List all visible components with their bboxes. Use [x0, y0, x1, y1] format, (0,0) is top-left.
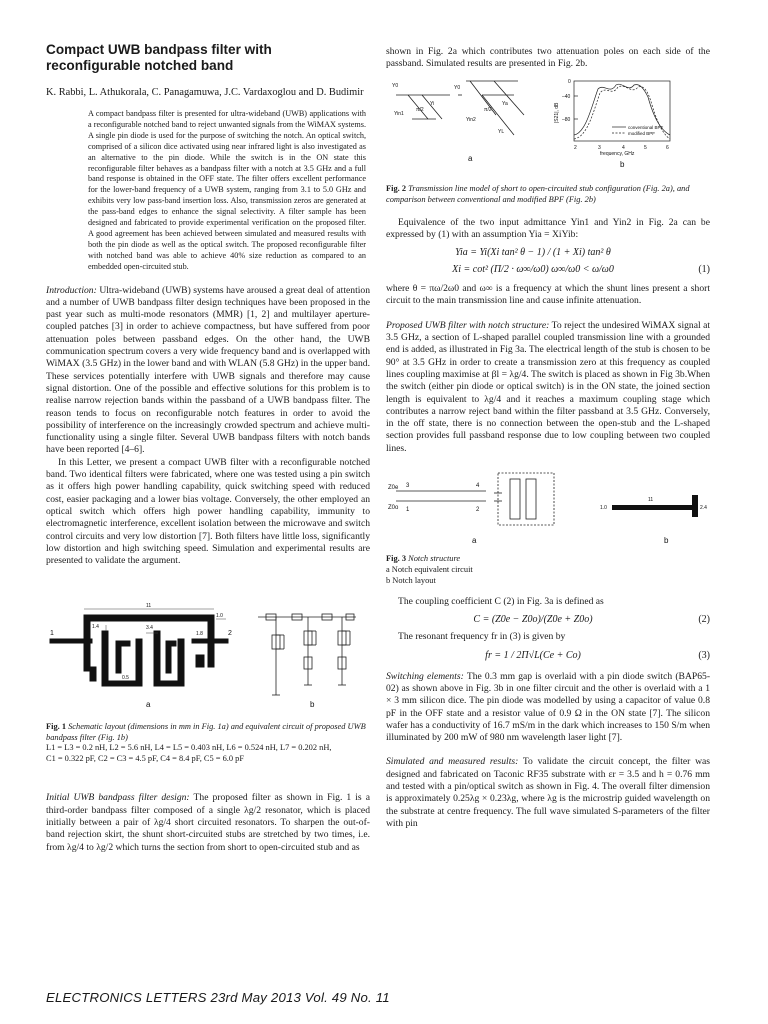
- fig3-z0o: Z0o: [388, 505, 399, 512]
- fig2-xtick-6: 6: [666, 144, 669, 151]
- fig3-node-1: 1: [406, 507, 410, 514]
- journal-footer: ELECTRONICS LETTERS 23rd May 2013 Vol. 49 No. 11: [46, 990, 390, 1005]
- fig2-xtick-4: 4: [622, 144, 625, 151]
- equation-1-line-1: Yia = Yi(Xi tan² θ − 1) / (1 + Xi) tan² θ: [455, 247, 611, 259]
- fig3-dim-left: 1.0: [600, 505, 607, 512]
- fig2-label-b: b: [620, 159, 625, 169]
- fig2-yi: Yi: [430, 100, 435, 107]
- equation-3-body: fr = 1 / 2Π√L(Ce + Co): [485, 649, 581, 661]
- fig2-yin2: Yin2: [466, 116, 476, 123]
- fig1-dim-top: 11: [146, 603, 152, 610]
- abstract: A compact bandpass filter is presented for ultra-wideband (UWB) applications with a reconfigurable notched band to reject unwanted signals from the WiMAX systems. A single pin diode is used for the purpose of switching the notch. An optical switch, comprised of a silicon dice activated using near infrared light is also investigated as an alternative to the pin diode. While the switch is in the ON state this reconfigurable filter behaves as a bandpass filter with a notch at 3.5 GHz and a full band response is obtained in the OFF state. The filter offers excellent performance for the lower-band frequency of a UWB system, ranging from 3.1 to 5.0 GHz and exhibits very low pass-band insertion loss. Also, transmission zeros are generated at the pass-band edges to enhance the signal selectivity. A filter sample has been designed and fabricated to provide experimental verification on the proposed filter. A good agreement has been achieved between simulated and measured results with both the pin diode as well as the optical switch. The proposed reconfigurable filter with notched band was able to achieve 40% size reduction as compared to an embedded open-circuited stub.: [88, 109, 366, 271]
- fig2-y0-b: Y0: [454, 84, 461, 91]
- equation-2-number: (2): [698, 614, 710, 626]
- fig2-y0-a: Y0: [392, 82, 399, 89]
- simulated-text: To validate the circuit concept, the filter was designed and fabricated on Taconic RF35 substrate with εr = 3.5 and h = 0.76 mm and tested with a pin/optical switch as shown in Fig. 4. The overall filter dimension is approximately 0.25λg × 0.23λg, where λg is the microstrip guided wavelength on the substrate at centre frequency. The full wave simulated S-parameters of the filter with pin: [386, 756, 710, 829]
- fig1-values-1: L1 = L3 = 0.2 nH, L2 = 5.6 nH, L4 = L5 = 0.403 nH, L6 = 0.524 nH, L7 = 0.202 nH,: [46, 743, 332, 753]
- article-title: Compact UWB bandpass filter with reconfigurable notched band: [46, 42, 272, 73]
- figure-3-caption: [386, 553, 710, 564]
- figure-3-diagram: [386, 465, 710, 547]
- fig3-sub-b: b Notch layout: [386, 576, 436, 586]
- fig1-dim-10: 1.0: [216, 613, 223, 620]
- fig2-ytick-0: 0: [568, 78, 571, 85]
- figure-2: [386, 75, 710, 175]
- fig3-sub-a: a Notch equivalent circuit: [386, 565, 473, 575]
- intro-text: Ultra-wideband (UWB) systems have aroused a great deal of attention and a number of UWB bandpass filter design techniques have been proposed in the past year such as multi-mode resonators (MMR) [1, 2] and multilayer aperture-coupled patches [3] in order to achieve compactness, but have suffered from poor attenuation poles between passband edges. On the other hand, the UWB communication spectrum covers a very wide frequency band and is overlapped with WiMAX (3.5 GHz) in the lower band and with WLAN (5.8 GHz) in the upper band. These services potentially interfere with UWB signals and therefore may cause signal distortion. One of the possible and effective solutions for this problem is to realise narrow rejection bands within the passband of a UWB bandpass filter. The reason tends to focus on reconfigurable notch features in order to avoid the possibility of interference on the increasingly crowded spectrum and achieve multi-functionality using a single filter. Several UWB bandpass filters with notch bands have been reported [4–6].: [46, 284, 370, 456]
- fig2-ytick-40: –40: [562, 93, 571, 100]
- fig1-dim-34: 3.4: [146, 625, 153, 632]
- figure-1-layout: [46, 595, 370, 713]
- equation-1-number: (1): [698, 264, 710, 276]
- equivalence-after: where θ = πω/2ω0 and ω∞ is a frequency at which the shunt lines present a short circuit to the main transmission line and cause infinite attenuation.: [386, 283, 710, 307]
- fig2-xtick-3: 3: [598, 144, 601, 151]
- notch-text: To reject the undesired WiMAX signal at 3.5 GHz, a section of L-shaped parallel coupled transmission line with a grounded end is added, as illustrated in Fig 3a. The electrical length of the stub is chosen to be 90° at 3.5 GHz in order to create a transmission zero at this frequency as coupled lines coupling maximise at βl = λg/4. The switch is placed as shown in Fig 3b.When the switch (either pin diode or optical switch) is in the ON state, the joined section length is equivalent to λg/4 and it reaches a maximum coupling stage which contributes a narrow reject band within the filter passband at 3.5 GHz. Conversely, in the off state, there is no connection between the open-stub and the L-shaped section provides full passband response due to low coupling between two coupled lines.: [386, 319, 710, 454]
- fig2-legend-modified: modified BPF: [628, 130, 656, 136]
- fig2-yin1: Yin1: [394, 110, 404, 117]
- initial-text: The proposed filter as shown in Fig. 1 is a third-order bandpass filter composed of a single λg/2 resonator, which is placed initially between a pair of λg/4 short circuited resonators. To sharpen the out-of-band rejection skirt, the shunt short-circuited stubs are stretched by two times, i.e. from λg/4 to λg/2 which turns the section from short to open-circuited stub and as: [46, 792, 370, 853]
- coupling-text: The coupling coefficient C (2) in Fig. 3a is defined as: [398, 596, 604, 608]
- fig2-ya: Ya: [502, 100, 508, 107]
- figure-2-caption: [386, 183, 710, 205]
- author-list: K. Rabbi, L. Athukorala, C. Panagamuwa, J.C. Vardaxoglou and D. Budimir: [46, 87, 364, 98]
- fig1-port-1: 1: [50, 630, 54, 638]
- switching-paragraph: [386, 671, 710, 745]
- fig3-label-b: b: [664, 536, 669, 546]
- figure-1-caption: [46, 721, 370, 743]
- fig1-port-2: 2: [228, 630, 232, 638]
- switching-heading: Switching elements:: [386, 670, 464, 682]
- fig2-xtick-2: 2: [574, 144, 577, 151]
- intro-heading: Introduction:: [46, 284, 97, 296]
- right-column: [386, 46, 710, 830]
- fig3-layout-line: [612, 505, 692, 510]
- fig2-label-a: a: [468, 153, 473, 163]
- fig3-caption-text: Notch structure: [408, 554, 461, 564]
- equation-3-number: (3): [698, 649, 710, 661]
- notch-heading: Proposed UWB filter with notch structure:: [386, 319, 550, 331]
- intro-paragraph: [46, 285, 370, 457]
- fig2-pi2-b: π/2: [484, 106, 492, 113]
- resonant-text: The resonant frequency fr in (3) is given by: [398, 631, 566, 643]
- fig3-layout-stub: [692, 495, 698, 517]
- simulated-paragraph: [386, 756, 710, 830]
- fig2-ylabel: |S21|, dB: [554, 102, 560, 123]
- equation-3: [386, 650, 710, 661]
- equation-2-body: C = (Z0e − Z0o)/(Z0e + Z0o): [473, 614, 593, 626]
- left-column: [46, 42, 370, 854]
- fig2-pi2-a: π/2: [416, 106, 424, 113]
- simulated-heading: Simulated and measured results:: [386, 756, 519, 768]
- fig3-dim-right: 2.4: [700, 505, 707, 512]
- fig2-ytick-80: –80: [562, 116, 571, 123]
- intro-paragraph-2: In this Letter, we present a compact UWB filter with a reconfigurable notched band. Two identical filters were fabricated, where one was tested using a pin switch as it offers high power handling capability, quick switching speed with reduced cost, easier packaging and a lower bias voltage. Conversely, the other employed an optical switch which offers high power handling capability, immunity to electromagnetic interference, excellent isolation between the microwave and switch control circuits and very low distortion [7]. Both filters have little loss, significantly low distortion and high switching speed. Simulation and experimental results are presented to validate the argument.: [46, 456, 370, 567]
- equation-1: [386, 247, 710, 275]
- fig1-dim-05: 0.5: [122, 675, 129, 682]
- fig3-node-2: 2: [476, 507, 480, 514]
- figure-3: [386, 465, 710, 547]
- equivalence-text: Equivalence of the two input admittance Yin1 and Yin2 in Fig. 2a can be expressed by (1) with an assumption Yia = XiYib:: [386, 216, 710, 240]
- fig1-caption-label: Fig. 1: [46, 722, 67, 732]
- fig1-dim-14: 1.4: [92, 624, 99, 631]
- fig3-label-a: a: [472, 536, 477, 546]
- fig2-caption-text: Transmission line model of short to open-circuited stub configuration (Fig. 2a), and comparison between conventional and modified BPF (Fig. 2b): [386, 183, 690, 204]
- switching-text: The 0.3 mm gap is overlaid with a pin diode switch (BAP65-02) as shown above in Fig. 3b in one filter circuit and the other is overlaid with a 1 × 3 mm silicon dice. The pin diode was modelled by using a capacitor of value 0.8 pF in the OFF state and a resistor value of 0.9 Ω in the ON state [7]. The silicon wafer has a conductivity of 16.7 mS/m in the dark which increases to 150 S/m when illuminated by 200 mW of 980 nm wavelength laser light [7].: [386, 670, 711, 744]
- fig2-legend-conventional: conventional BPF: [628, 124, 664, 130]
- right-intro-text: shown in Fig. 2a which contributes two attenuation poles on each side of the passband. Simulated results are presented in Fig. 2b.: [386, 46, 710, 70]
- fig2-xlabel: frequency, GHz: [600, 150, 635, 157]
- initial-design-paragraph: [46, 792, 370, 853]
- fig3-node-3: 3: [406, 483, 410, 490]
- figure-1: [46, 595, 370, 713]
- equation-2: [386, 614, 710, 625]
- equation-1-line-2: Xi = cot² (Π/2 · ω∞/ω0) ω∞/ω0 < ω/ω0: [452, 264, 614, 276]
- fig2-xtick-5: 5: [644, 144, 647, 151]
- fig1-dim-18: 1.8: [196, 631, 203, 638]
- fig2-yl: YL: [498, 128, 505, 135]
- initial-heading: Initial UWB bandpass filter design:: [46, 792, 190, 804]
- fig3-node-4: 4: [476, 483, 480, 490]
- fig1-caption-text: Schematic layout (dimensions in mm in Fig. 1a) and equivalent circuit of proposed UWB bandpass filter (Fig. 1b): [46, 722, 366, 743]
- fig1-values-2: C1 = 0.322 pF, C2 = C3 = 4.5 pF, C4 = 8.4 pF, C5 = 6.0 pF: [46, 753, 244, 763]
- fig1-label-a: a: [146, 700, 151, 710]
- fig3-caption-label: Fig. 3: [386, 554, 407, 564]
- fig3-dim-top: 11: [648, 497, 654, 504]
- notch-paragraph: [386, 320, 710, 455]
- fig1-label-b: b: [310, 700, 315, 710]
- fig3-z0e: Z0e: [388, 485, 399, 492]
- fig2-caption-label: Fig. 2: [386, 183, 407, 193]
- figure-2-diagram: [386, 75, 710, 175]
